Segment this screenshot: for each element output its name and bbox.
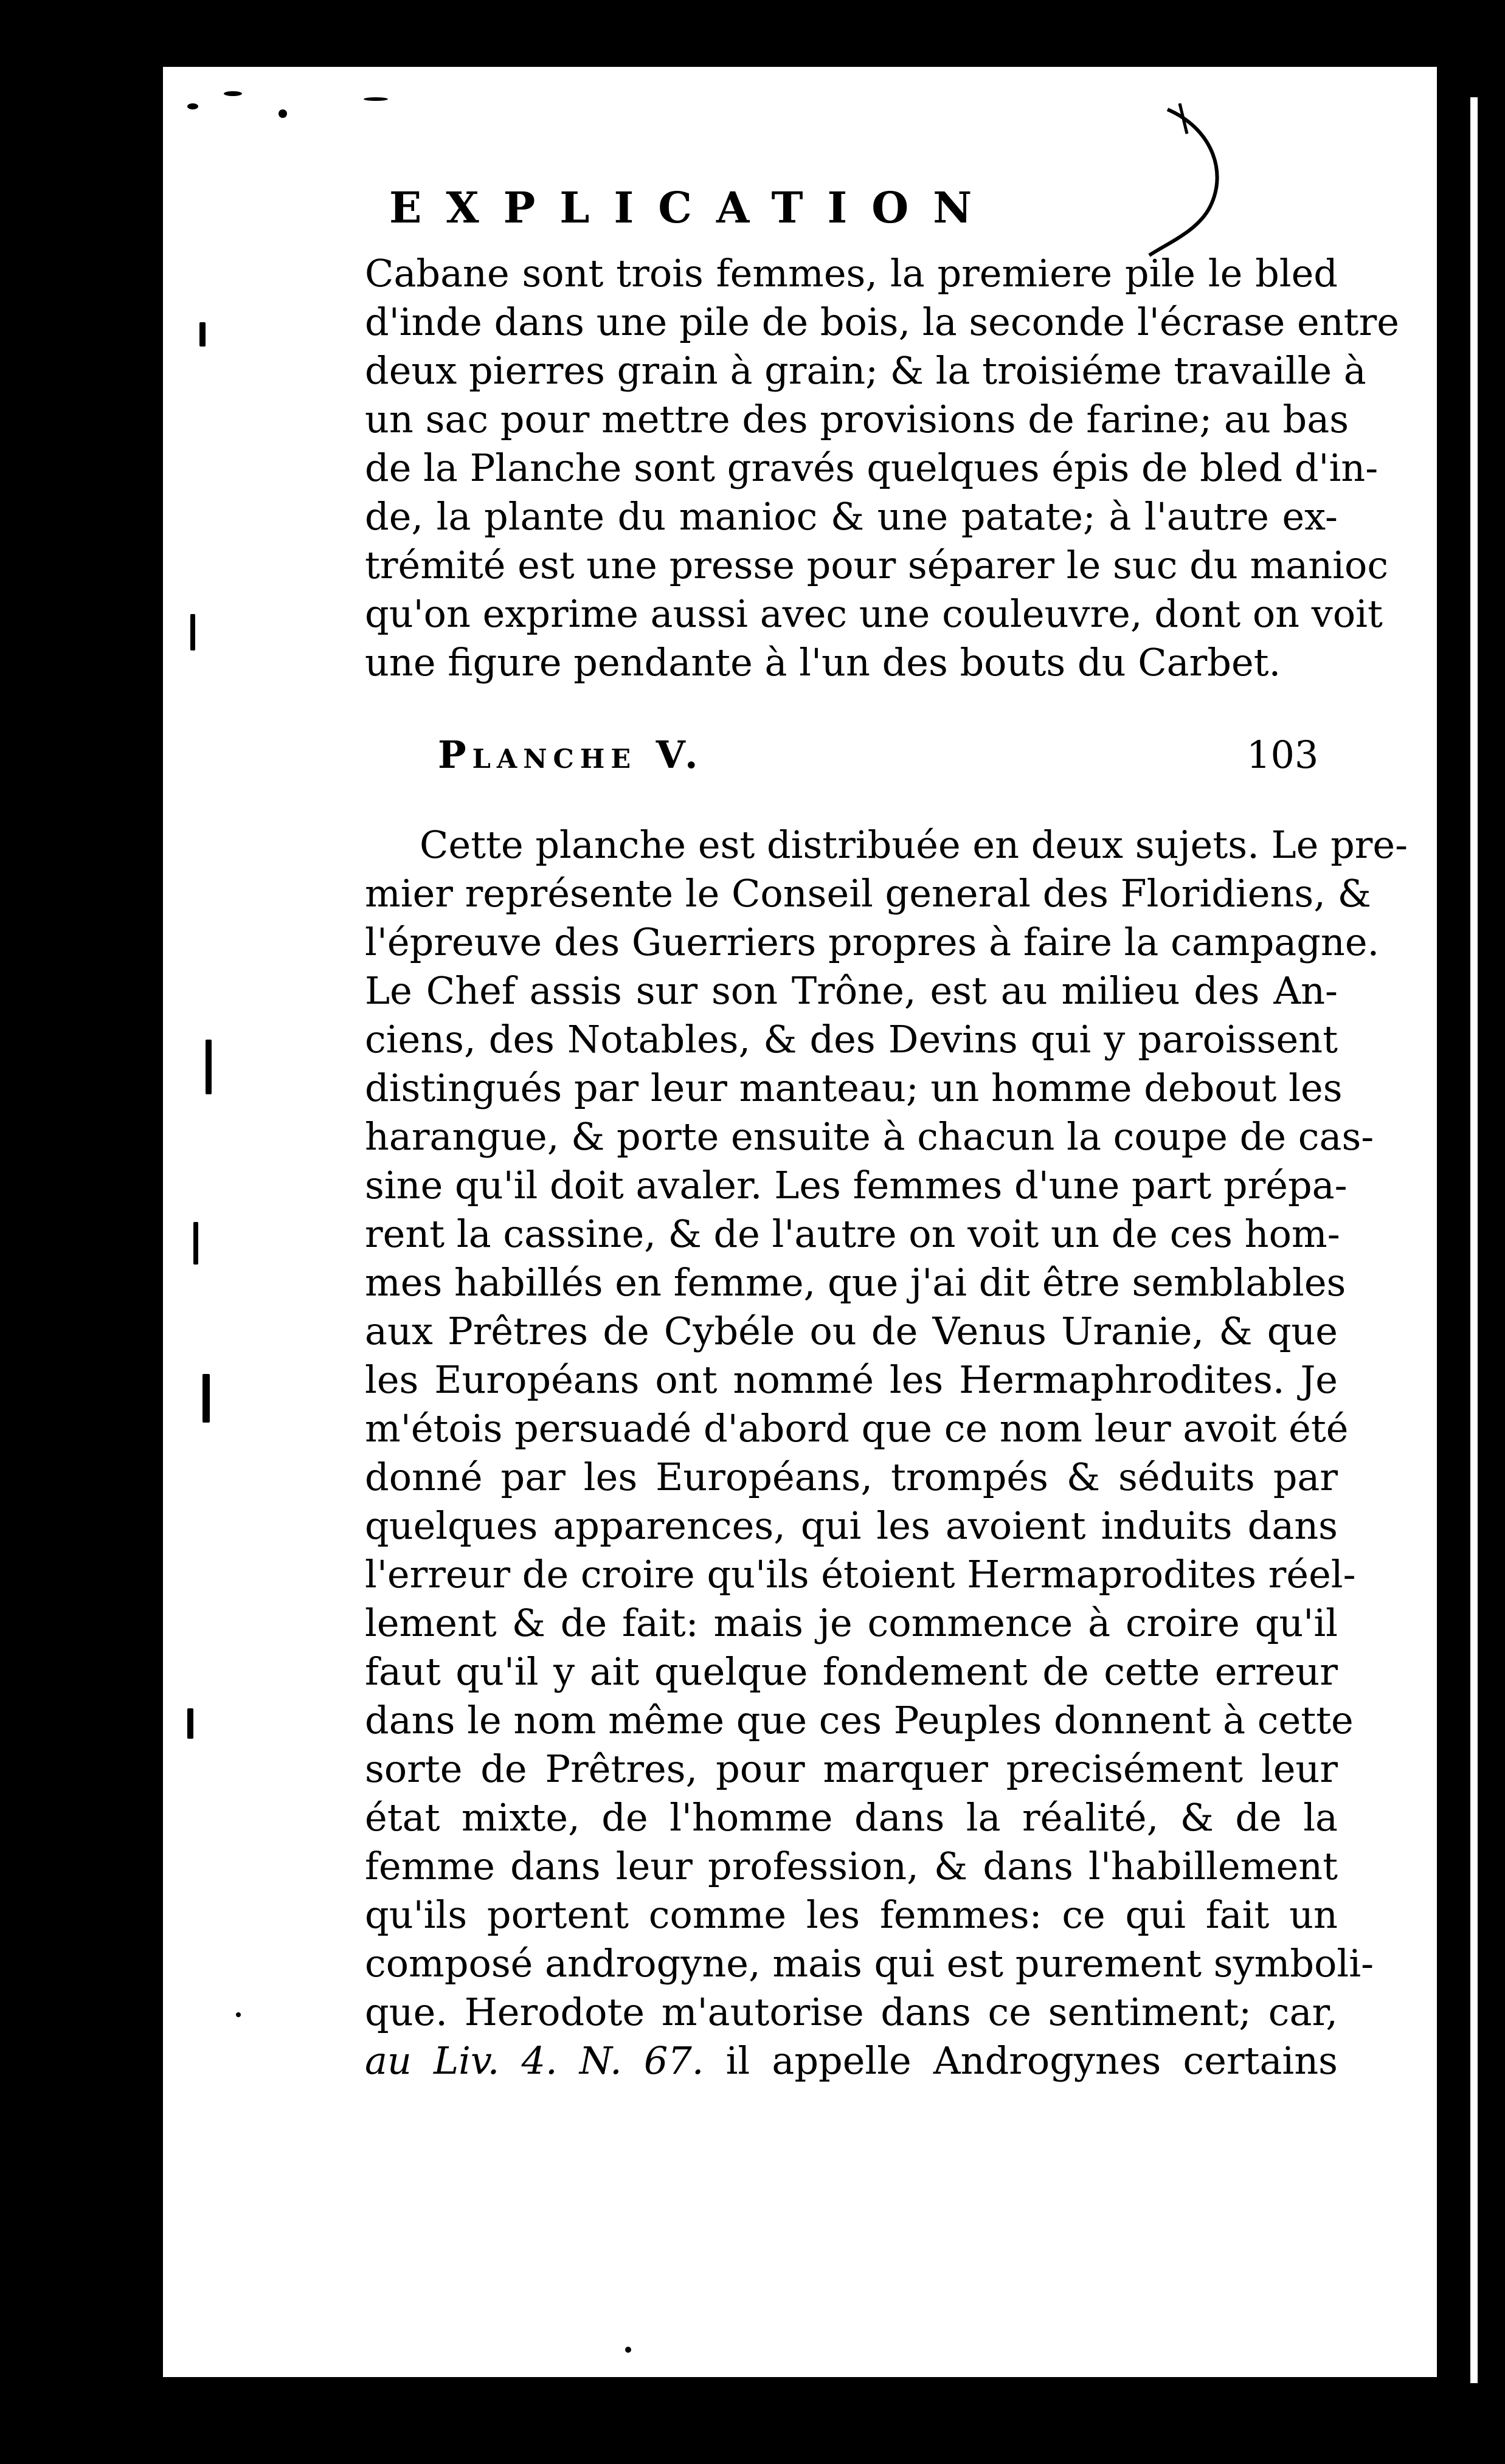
text-line: que. Herodote m'autorise dans ce sentiment; car, (365, 1990, 1338, 2034)
text-line: état mixte, de l'homme dans la réalité, & de la (365, 1795, 1338, 1840)
text-line: distingués par leur manteau; un homme debout les (365, 1066, 1343, 1110)
text-line: les Européans ont nommé les Hermaphrodites. Je (365, 1358, 1338, 1402)
margin-speck (236, 2012, 241, 2017)
text-line: Cette planche est distribuée en deux sujets. Le pre- (420, 823, 1408, 867)
margin-speck (190, 614, 195, 651)
plate-heading: Planche V. (438, 733, 704, 777)
text-line: deux pierres grain à grain; & la troisiéme travaille à (365, 348, 1366, 393)
text-line: rent la cassine, & de l'autre on voit un de ces hom- (365, 1212, 1340, 1256)
text-line: une figure pendante à l'un des bouts du Carbet. (365, 640, 1281, 685)
margin-speck (224, 91, 242, 96)
text-line: un sac pour mettre des provisions de farine; au bas (365, 397, 1349, 441)
text-line: harangue, & porte ensuite à chacun la coupe de cas- (365, 1114, 1374, 1159)
margin-speck (187, 103, 198, 109)
text-line: aux Prêtres de Cybéle ou de Venus Uranie, & que (365, 1309, 1338, 1353)
plate-number: 103 (1247, 733, 1319, 777)
text-line: l'épreuve des Guerriers propres à faire la campagne. (365, 920, 1380, 964)
text-line: Le Chef assis sur son Trône, est au milieu des An- (365, 968, 1338, 1013)
margin-speck (193, 1222, 198, 1265)
text-line: de la Planche sont gravés quelques épis de bled d'in- (365, 446, 1379, 490)
text-line: ciens, des Notables, & des Devins qui y paroissent (365, 1017, 1338, 1061)
text-line: mier représente le Conseil general des Floridiens, & (365, 871, 1371, 916)
text-line: de, la plante du manioc & une patate; à l'autre ex- (365, 494, 1338, 539)
text-line: m'étois persuadé d'abord que ce nom leur avoit été (365, 1406, 1349, 1451)
text-line: sorte de Prêtres, pour marquer precisément leur (365, 1747, 1338, 1791)
margin-speck (199, 322, 206, 347)
text-line: composé androgyne, mais qui est purement symboli- (365, 1941, 1374, 1986)
text-line: qu'on exprime aussi avec une couleuvre, dont on voit (365, 592, 1383, 636)
paragraph-2 (365, 821, 1408, 2085)
text-line: dans le nom même que ces Peuples donnent à cette (365, 1698, 1354, 1742)
text-line: lement & de fait: mais je commence à croire qu'il (365, 1601, 1338, 1645)
text-line: donné par les Européans, trompés & séduits par (365, 1455, 1338, 1499)
reference-italic: au Liv. 4. N. 67. (365, 2038, 704, 2083)
text-line: faut qu'il y ait quelque fondement de cette erreur (365, 1649, 1338, 1694)
margin-speck (364, 97, 388, 101)
text-line: l'erreur de croire qu'ils étoient Hermaprodites réel- (365, 1552, 1356, 1596)
text-line-rest: il appelle Androgynes certains (704, 2038, 1338, 2083)
margin-speck (206, 1040, 212, 1094)
margin-speck (279, 109, 287, 118)
margin-speck (202, 1374, 210, 1423)
text-line: Cabane sont trois femmes, la premiere pile le bled (365, 251, 1338, 295)
running-head: EXPLICATION (389, 182, 997, 233)
flourish-mark (1143, 103, 1234, 261)
margin-speck (187, 1708, 193, 1739)
page-edge-line (1470, 97, 1478, 2383)
text-line: trémité est une presse pour séparer le suc du manioc (365, 543, 1389, 587)
text-line: femme dans leur profession, & dans l'habillement (365, 1844, 1338, 1888)
text-line: quelques apparences, qui les avoient induits dans (365, 1503, 1338, 1548)
paragraph-1 (365, 249, 1399, 687)
text-line-last (365, 2037, 1338, 2085)
text-line: d'inde dans une pile de bois, la seconde l'écrase entre (365, 300, 1399, 344)
text-line: sine qu'il doit avaler. Les femmes d'une part prépa- (365, 1163, 1348, 1207)
text-line: qu'ils portent comme les femmes: ce qui fait un (365, 1893, 1338, 1937)
text-line: mes habillés en femme, que j'ai dit être semblables (365, 1260, 1346, 1305)
margin-speck (625, 2347, 631, 2353)
